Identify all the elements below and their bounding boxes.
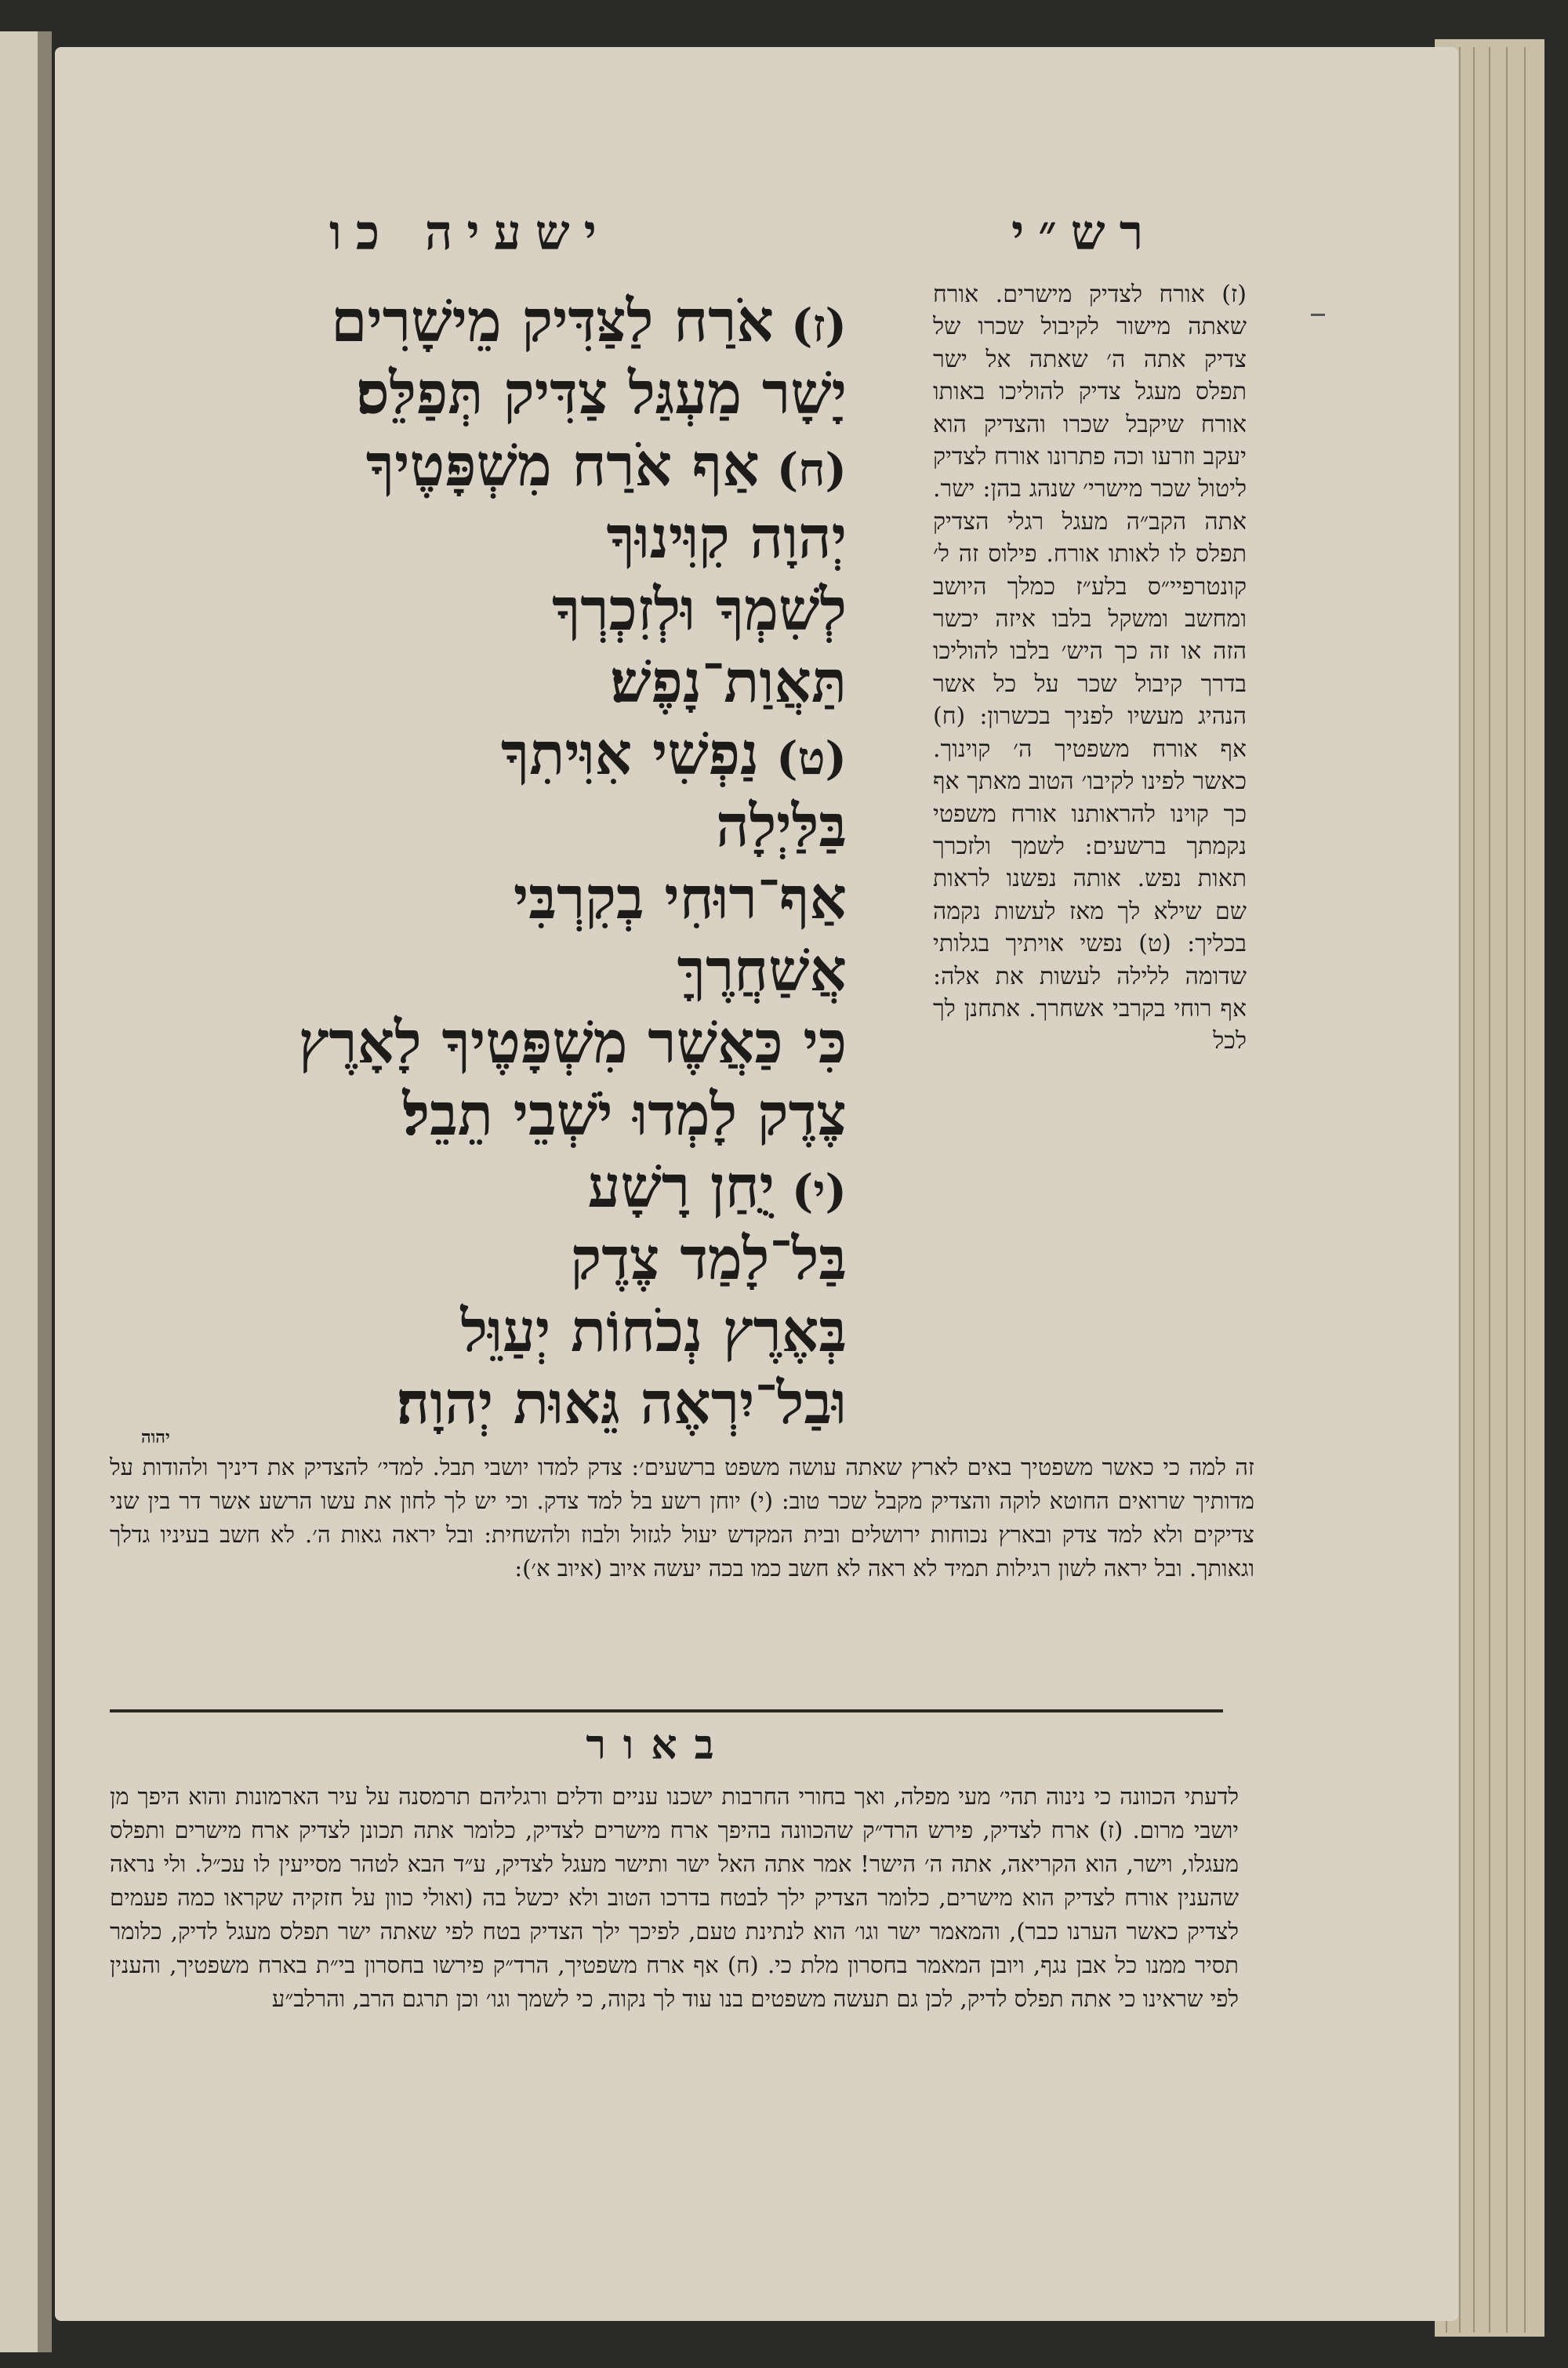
verse-text: יָשָׁר מַעְגַּל צַדִּיק תְּפַלֵּס׃ bbox=[356, 360, 847, 427]
rashi-commentary bbox=[933, 278, 1247, 1447]
beur-commentary bbox=[110, 1780, 1239, 2203]
verse-number: (י) bbox=[791, 1164, 847, 1218]
verse-number: (ז) bbox=[790, 299, 847, 352]
verse-text: בַּל־לָמַד צֶדֶק bbox=[570, 1226, 847, 1293]
rashi-text: (ז) אורח לצדיק מישרים. אורח שאתה מישור לקיבול שכרו של צדיק אתה ה׳ שאתה אל ישר תפלס מעגל צדיק להוליכו באותו אורח שיקבל שכרו והצדיק הוא יעקב וזרעו וכה פתרונו אורח לצדיק ליטול שכר מישרי׳ שנהג בהן: ישר. אתה הקב״ה מעגל רגלי הצדיק תפלס לו לאותו אורח. פילוס זה ל׳ קונטרפיי״ס בלע״ז כמלך היושב ומחשב ומשקל בלבו איזה יכשר הזה או זה כך היש׳ בלבו להוליכו בדרך קיבול שכר על כל אשר הנהיג מעשיו לפניך בכשרון: (ח) אף אורח משפטיך ה׳ קוינוך. כאשר לפינו לקיבו׳ הטוב מאתך אף כך קוינו להראותנו אורח משפטי נקמתך ברשעים: לשמך ולזכרך תאות נפש. אותה נפשנו לראות שם שילא לך מאז לעשות נקמה בכליך: (ט) נפשי אויתיך בגלותי שדומה ללילה לעשות את אלה: אף רוחי בקרבי אשחרך. אתחנן לך לכל bbox=[933, 281, 1247, 1055]
rashi-header: רש״י bbox=[1011, 204, 1158, 261]
beur-title: באור bbox=[586, 1721, 731, 1769]
rashi-continuation-text: זה למה כי כאשר משפטיך באים לארץ שאתה עושה משפט ברשעים׳: צדק למדו יושבי תבל. למדי׳ להצדיק את דיניך ולהודות על מדותיך שרואים החוטא לוקה והצדיק מקבל שכר טוב: (י) יוחן רשע בל למד צדק. וכי יש לך לחון את עשו הרשע אשר דר בין שני צדיקים ולא למד צדק ובארץ נכוחות ירושלים ובית המקדש יעול לגזול ולבוז ולהשחית: ובל יראה גאות ה׳. לא חשב בעיניו גדלך וגאותך. ובל יראה לשון רגילות תמיד לא ראה לא חשב כמו בכה יעשה איוב (איוב א׳): bbox=[110, 1454, 1254, 1582]
beur-text: לדעתי הכוונה כי נינוה תהי׳ מעי מפלה, ואך בחורי החרבות ישכנו עניים ודלים ורגליהם תרמסנה על עיר הארמונות והוא היפך מן יושבי מרום. (ז) ארח לצדיק, פירש הרד״ק שהכוונה בהיפך ארח מישרים לצדיק, כלומר אתה תכונן לצדיק ארח מישרים ותפלס מעגלו, וישר, הוא הקריאה, אתה ה׳ הישר! אמר אתה האל ישר ותישר מעגל לצדיק, ע״ד הבא לטהר מסייעין לו עכ״ל. ולי נראה שהענין אורח לצדיק הוא מישרים, כלומר הצדיק ילך לבטח בדרכו הטוב ולא יכשל בה (ואולי כוון על חזקיה שקראו כמה פעמים לצדיק כאשר הערנו כבר), והמאמר ישר וגו׳ הוא לנתינת טעם, לפיכך ילך הצדיק בטח לפי שאתה ישר תפלס מעגל לדיק, כלומר תסיר ממנו כל אבן נגף, ויובן המאמר בחסרון מלת כי. (ח) אף ארח משפטיך, הרד״ק פירשו בחסרון בי״ת בארח משפטיך, והענין לפי שראינו כי אתה תפלס לדיק, לכן גם תעשה משפטים בנו עוד לך נקוה, כי לשמך וגו׳ וכן תרגם הרב, והרלב״ע bbox=[110, 1783, 1239, 2012]
verse-text: נַפְשִׁי אִוִּיתִךָ bbox=[500, 721, 760, 788]
verse-text: בַּלַּיְלָה bbox=[716, 793, 847, 860]
divine-name-marginal: יהוה bbox=[141, 1427, 170, 1447]
verse-text: אַף אֹרַח מִשְׁפָּטֶיךָ bbox=[365, 432, 760, 499]
rashi-continuation bbox=[110, 1451, 1254, 1686]
verse-text: כִּי כַּאֲשֶׁר מִשְׁפָּטֶיךָ לָאָרֶץ bbox=[298, 1009, 847, 1077]
verse-number: (ט) bbox=[776, 732, 847, 785]
verse-number: (ח) bbox=[776, 443, 847, 496]
verse-text: אַף־רוּחִי בְקִרְבִּי bbox=[513, 865, 847, 932]
verse-text: תַּאֲוַת־נָפֶשׁ׃ bbox=[610, 648, 847, 716]
verse-line bbox=[204, 1360, 847, 1447]
verse-text: אֲשַׁחֲרֶךָּ bbox=[677, 937, 847, 1004]
verse-text: וּבַל־יִרְאֶה גֵּאוּת יְהוָה׃ bbox=[396, 1370, 847, 1437]
verse-text: צֶדֶק לָמְדוּ יֹשְׁבֵי תֵבֵל׃ bbox=[402, 1081, 847, 1149]
book-chapter-header: ישעיה כו bbox=[329, 204, 611, 261]
verse-text: לְשִׁמְךָ וּלְזִכְרְךָ bbox=[551, 576, 847, 644]
verse-text: יֻחַן רָשָׁע bbox=[587, 1153, 775, 1221]
verse-text: יְהוָה קִוִּינוּךָ bbox=[606, 504, 847, 572]
verse-text: בְּאֶרֶץ נְכֹחוֹת יְעַוֵּל bbox=[460, 1298, 847, 1365]
verse-text: אֹרַח לַצַּדִּיק מֵישָׁרִים bbox=[331, 288, 774, 355]
section-divider bbox=[110, 1709, 1223, 1712]
